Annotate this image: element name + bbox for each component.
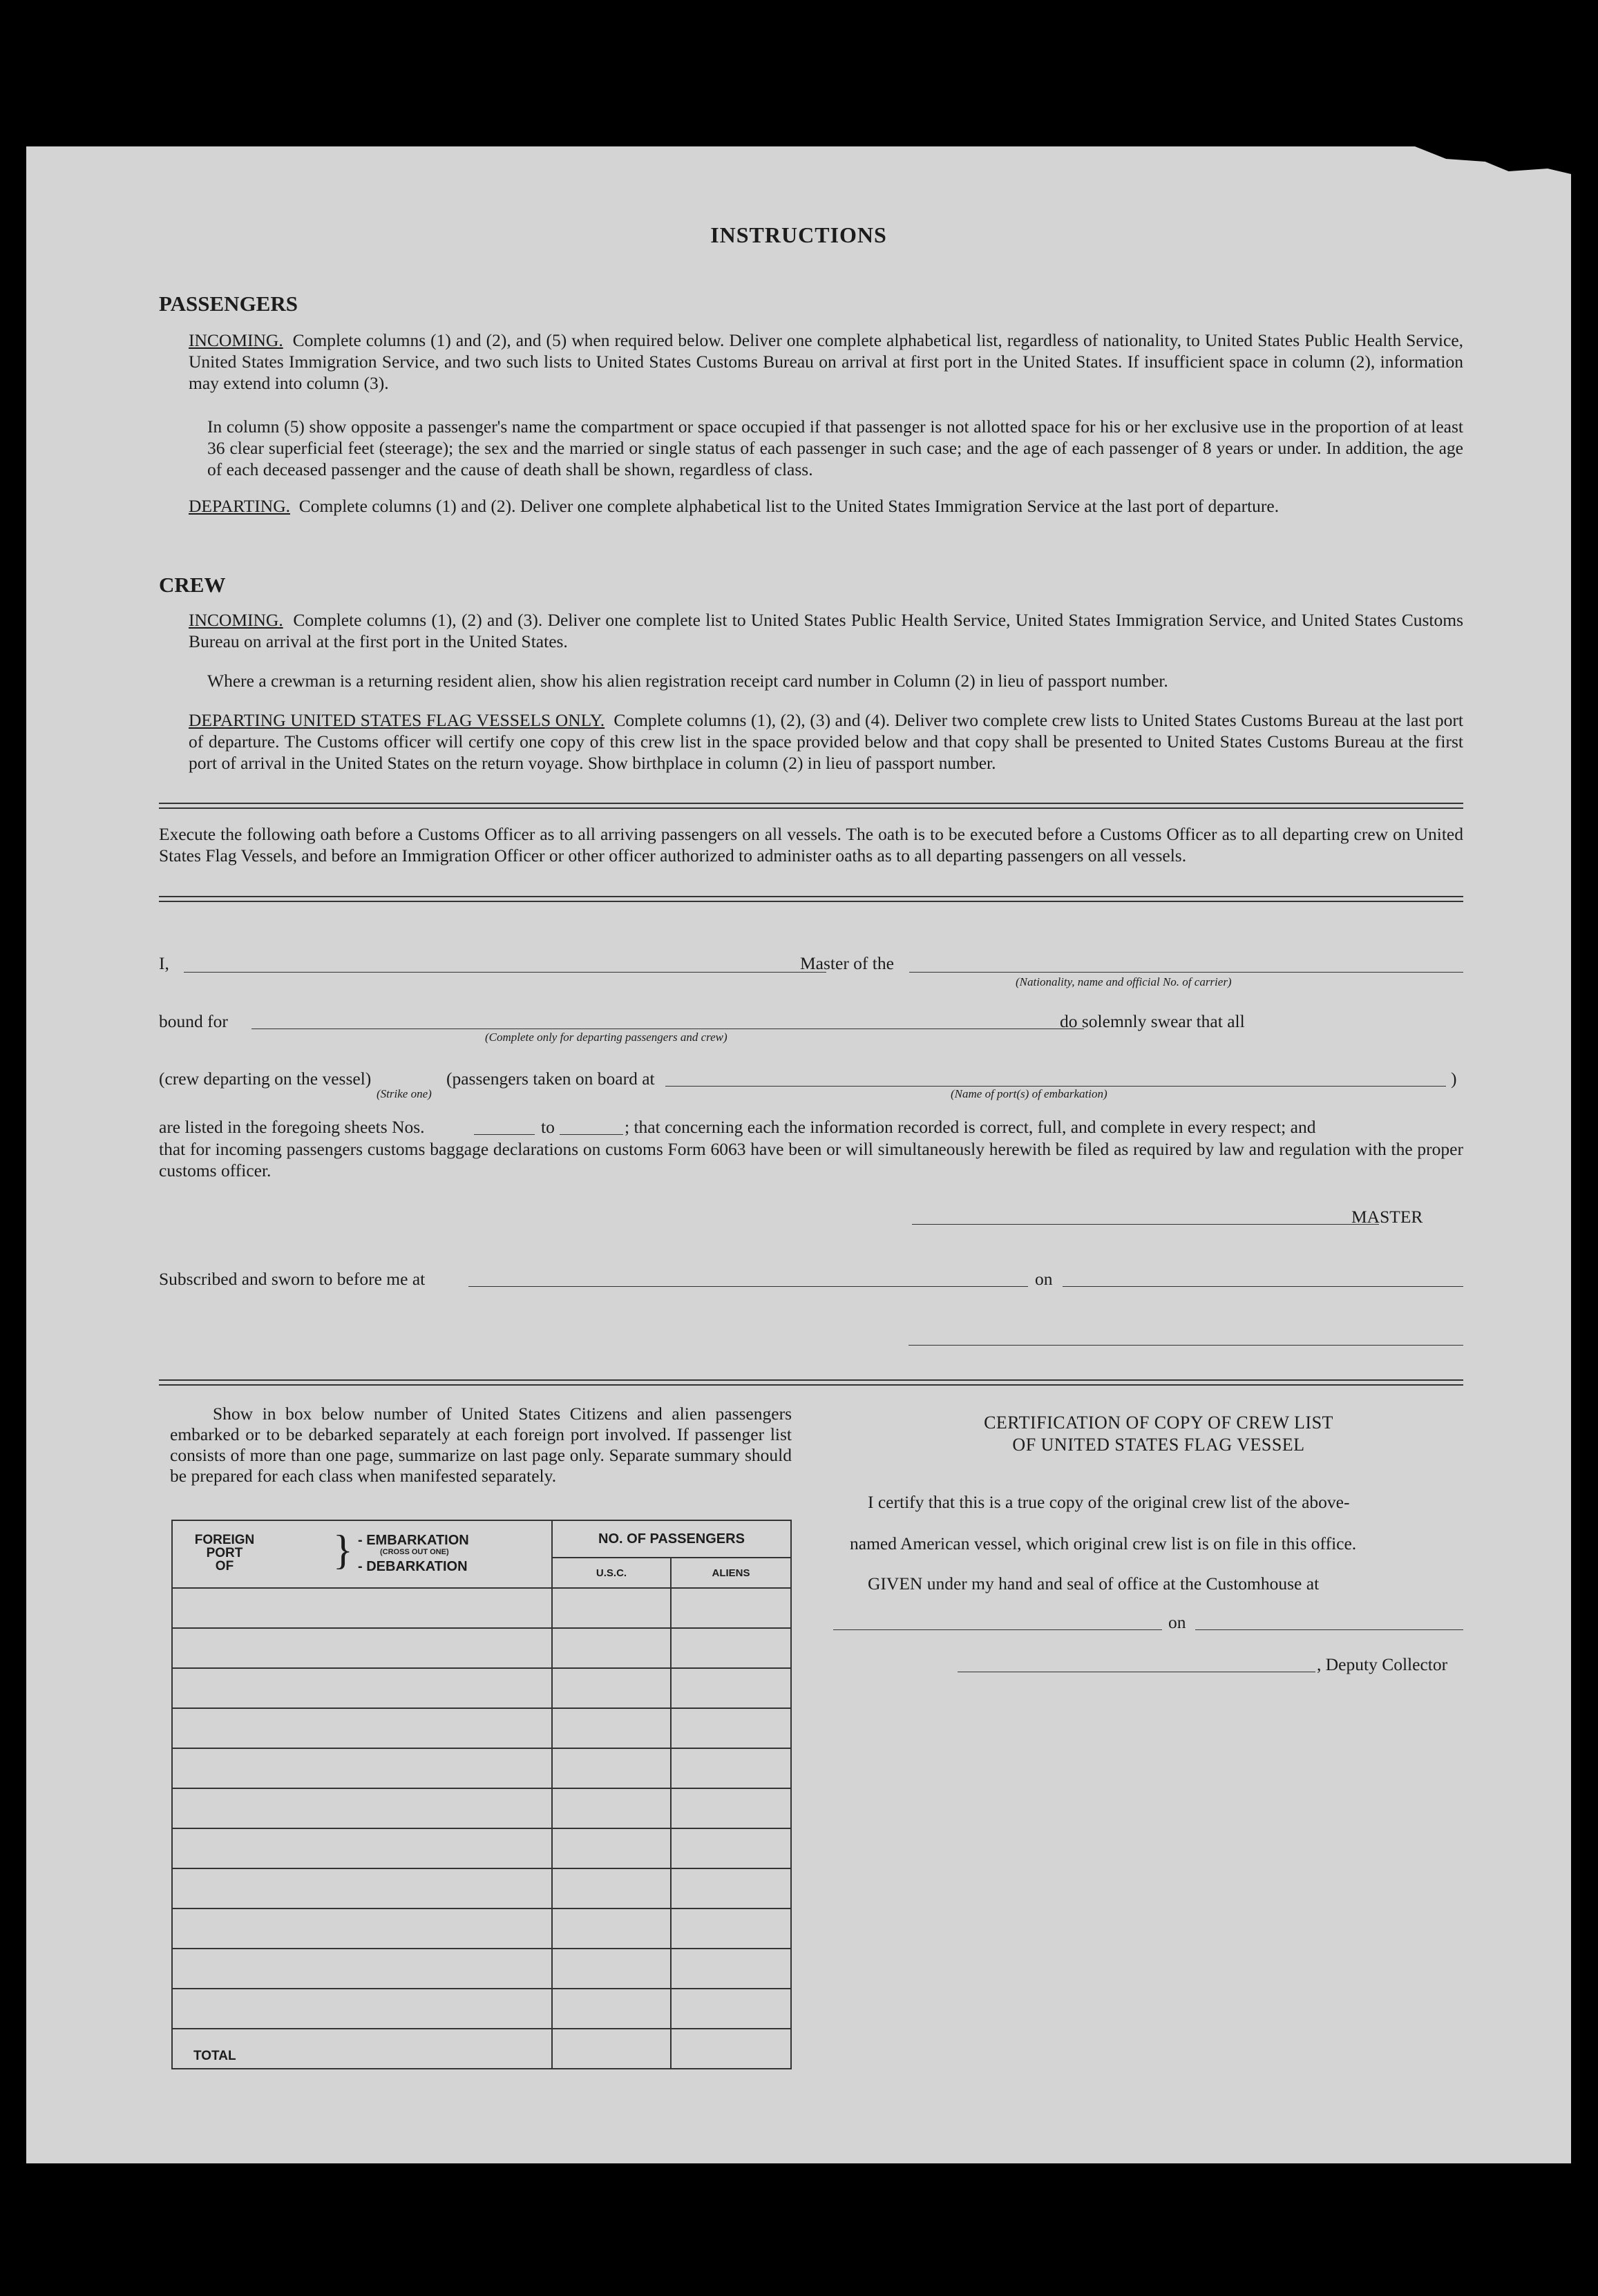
total-usc-cell[interactable]	[552, 2029, 671, 2069]
aliens-cell[interactable]	[671, 1708, 791, 1748]
port-row	[172, 1908, 791, 1949]
subscribed-on-label: on	[1035, 1269, 1053, 1289]
aliens-header: ALIENS	[671, 1558, 791, 1588]
sheet-from-line[interactable]	[474, 1134, 535, 1135]
master-signature-line[interactable]	[912, 1224, 1379, 1225]
instructions-title: INSTRUCTIONS	[710, 222, 887, 247]
certification-line2: named American vessel, which original crew list is on file in this office.	[850, 1533, 1357, 1553]
aliens-cell[interactable]	[671, 1628, 791, 1668]
aliens-cell[interactable]	[671, 1668, 791, 1708]
port-row	[172, 1788, 791, 1828]
certification-on-label: on	[1168, 1612, 1186, 1632]
usc-cell[interactable]	[552, 1989, 671, 2029]
crew-incoming-paragraph	[189, 609, 1463, 652]
usc-cell[interactable]	[552, 1628, 671, 1668]
subscribed-date-line[interactable]	[1063, 1286, 1463, 1287]
aliens-cell[interactable]	[671, 1908, 791, 1949]
crew-returning-paragraph: Where a crewman is a returning resident alien, show his alien registration receipt card number in Column (2) in lieu of passport number.	[207, 671, 1168, 691]
passengers-incoming-label: INCOMING.	[189, 330, 283, 350]
port-label: PORT	[206, 1546, 243, 1560]
strike-one-hint: (Strike one)	[377, 1087, 432, 1100]
port-cell[interactable]	[172, 1588, 552, 1628]
subscribed-place-line[interactable]	[468, 1286, 1028, 1287]
foreign-label: FOREIGN	[194, 1533, 255, 1547]
master-name-line[interactable]	[184, 972, 826, 973]
port-row	[172, 1708, 791, 1748]
listed-label-a: are listed in the foregoing sheets Nos.	[159, 1117, 425, 1137]
summary-note: Show in box below number of United States Citizens and alien passengers embarked or to be debarked separately at each foreign port involved. If passenger list consists of more than one page, summarize on last page only. Separate summary should be prepared for each class when manifested separately.	[170, 1404, 792, 1486]
port-row	[172, 1588, 791, 1628]
port-cell[interactable]	[172, 1828, 552, 1868]
port-row	[172, 1668, 791, 1708]
close-paren: )	[1451, 1069, 1457, 1089]
debarkation-label: - DEBARKATION	[358, 1559, 468, 1574]
divider-1	[159, 803, 1463, 809]
brace-glyph: }	[333, 1527, 353, 1573]
passengers-taken-option: (passengers taken on board at	[446, 1069, 655, 1089]
document-sheet	[26, 146, 1571, 2163]
listed-label-b: ; that concerning each the information recorded is correct, full, and complete in every respect; and	[625, 1117, 1316, 1137]
port-cell[interactable]	[172, 1668, 552, 1708]
passengers-departing-label: DEPARTING.	[189, 496, 290, 516]
passengers-incoming-paragraph	[189, 329, 1463, 394]
total-label: TOTAL	[172, 2029, 552, 2069]
port-row	[172, 1748, 791, 1788]
no-passengers-header: NO. OF PASSENGERS	[552, 1520, 791, 1558]
divider-2	[159, 896, 1463, 902]
port-cell[interactable]	[172, 1949, 552, 1989]
usc-cell[interactable]	[552, 1668, 671, 1708]
crew-heading: CREW	[159, 573, 226, 597]
officer-signature-line[interactable]	[909, 1345, 1463, 1346]
certification-title	[854, 1412, 1463, 1456]
port-row	[172, 1868, 791, 1908]
port-cell[interactable]	[172, 1788, 552, 1828]
port-hint: (Name of port(s) of embarkation)	[951, 1087, 1107, 1100]
usc-cell[interactable]	[552, 1868, 671, 1908]
carrier-hint: (Nationality, name and official No. of carrier)	[1016, 975, 1232, 988]
port-cell[interactable]	[172, 1908, 552, 1949]
sheet-to-line[interactable]	[560, 1134, 623, 1135]
port-row	[172, 1628, 791, 1668]
crew-departing-label: DEPARTING UNITED STATES FLAG VESSELS ONLY.	[189, 710, 605, 730]
swear-label: do solemnly swear that all	[1060, 1011, 1245, 1031]
usc-cell[interactable]	[552, 1908, 671, 1949]
crew-departing-option: (crew departing on the vessel)	[159, 1069, 372, 1089]
port-row	[172, 1949, 791, 1989]
aliens-cell[interactable]	[671, 1588, 791, 1628]
listed-label-c: that for incoming passengers customs baggage declarations on customs Form 6063 have been or will simultaneously herewith be filed as required by law and regulation with the proper customs officer.	[159, 1139, 1463, 1180]
total-aliens-cell[interactable]	[671, 2029, 791, 2069]
aliens-cell[interactable]	[671, 1828, 791, 1868]
certification-title-line2: OF UNITED STATES FLAG VESSEL	[1012, 1435, 1305, 1455]
crew-incoming-label: INCOMING.	[189, 610, 283, 630]
divider-3	[159, 1379, 1463, 1386]
oath-i-label: I,	[159, 953, 169, 973]
bound-for-hint: (Complete only for departing passengers and crew)	[485, 1031, 727, 1044]
aliens-cell[interactable]	[671, 1989, 791, 2029]
port-cell[interactable]	[172, 1628, 552, 1668]
usc-cell[interactable]	[552, 1828, 671, 1868]
usc-cell[interactable]	[552, 1788, 671, 1828]
port-row	[172, 1989, 791, 2029]
port-cell[interactable]	[172, 1748, 552, 1788]
of-label: OF	[215, 1559, 234, 1573]
port-cell[interactable]	[172, 1989, 552, 2029]
aliens-cell[interactable]	[671, 1868, 791, 1908]
torn-corner	[1415, 146, 1571, 174]
usc-cell[interactable]	[552, 1949, 671, 1989]
port-rows	[172, 1588, 791, 2029]
aliens-cell[interactable]	[671, 1949, 791, 1989]
usc-cell[interactable]	[552, 1708, 671, 1748]
usc-cell[interactable]	[552, 1748, 671, 1788]
embarkation-label: - EMBARKATION	[358, 1533, 469, 1548]
customhouse-place-line[interactable]	[833, 1629, 1162, 1630]
usc-cell[interactable]	[552, 1588, 671, 1628]
passengers-heading: PASSENGERS	[159, 291, 298, 316]
master-of-the-label: Master of the	[800, 953, 894, 973]
crew-incoming-text: Complete columns (1), (2) and (3). Deliver one complete list to United States Public Health Service, United States Immigration Service, and United States Customs Bureau on arrival at the first port in the United States.	[189, 610, 1464, 651]
embarkation-port-line[interactable]	[665, 1086, 1446, 1087]
certification-title-line1: CERTIFICATION OF COPY OF CREW LIST	[984, 1413, 1333, 1433]
certification-line3: GIVEN under my hand and seal of office at the Customhouse at	[868, 1573, 1320, 1594]
passengers-incoming-text: Complete columns (1) and (2), and (5) when required below. Deliver one complete alphabetical list, regardless of nationality, to United States Public Health Service, United States Immigration Service, and two such lists to United States Customs Bureau on arrival at first port in the United States. If insufficient space in column (2), information may extend into column (3).	[189, 330, 1464, 393]
master-signature-label: MASTER	[1351, 1207, 1423, 1227]
ports-table	[171, 1520, 792, 2069]
bound-for-label: bound for	[159, 1011, 228, 1031]
aliens-cell[interactable]	[671, 1788, 791, 1828]
cross-out-label: (CROSS OUT ONE)	[380, 1548, 449, 1556]
deputy-collector-label: , Deputy Collector	[1317, 1654, 1448, 1674]
passengers-column5-paragraph: In column (5) show opposite a passenger's name the compartment or space occupied if that passenger is not allotted space for his or her exclusive use in the proportion of at least 36 clear superficial feet (steerage); the sex and the married or single status of each passenger in such case; and the age of each passenger of 8 years or under. In addition, the age of each deceased passenger and the cause of death shall be shown, regardless of class.	[207, 417, 1463, 479]
crew-departing-paragraph	[189, 709, 1463, 774]
certification-date-line[interactable]	[1195, 1629, 1463, 1630]
port-header-cell	[172, 1520, 552, 1588]
passengers-departing-text: Complete columns (1) and (2). Deliver one complete alphabetical list to the United States Immigration Service at the last port of departure.	[298, 496, 1280, 516]
port-cell[interactable]	[172, 1708, 552, 1748]
carrier-line[interactable]	[909, 972, 1463, 973]
aliens-cell[interactable]	[671, 1748, 791, 1788]
listed-to: to	[541, 1117, 555, 1137]
port-row	[172, 1828, 791, 1868]
oath-intro-paragraph: Execute the following oath before a Customs Officer as to all arriving passengers on all vessels. The oath is to be executed before a Customs Officer as to all departing crew on United States Flag Vessels, and before an Immigration Officer or other officer authorized to administer oaths as to all departing passengers on all vessels.	[159, 824, 1463, 865]
subscribed-label: Subscribed and sworn to before me at	[159, 1269, 426, 1289]
certification-line1: I certify that this is a true copy of the original crew list of the above-	[868, 1492, 1350, 1512]
passengers-departing-paragraph	[189, 495, 1463, 517]
usc-header: U.S.C.	[552, 1558, 671, 1588]
crew-departing-text: Complete columns (1), (2), (3) and (4). Deliver two complete crew lists to United States Customs Bureau at the last port of departure. The Customs officer will certify one copy of this crew list in the space provided below and that copy shall be presented to United States Customs Bureau at the first port of arrival in the United States on the return voyage. Show birthplace in column (2) in lieu of passport number.	[189, 710, 1463, 773]
port-cell[interactable]	[172, 1868, 552, 1908]
